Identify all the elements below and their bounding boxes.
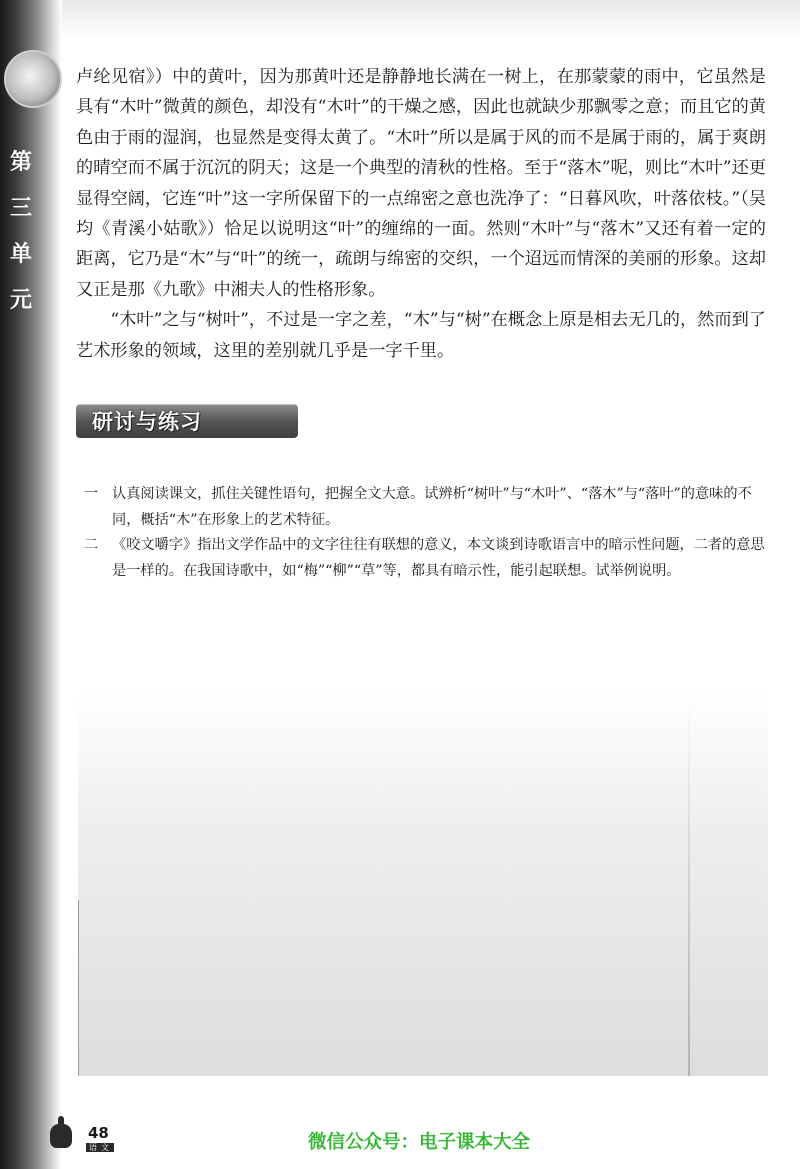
scan-edge-line (78, 900, 79, 1076)
exercise-number: 二 (84, 537, 99, 554)
exercise-text: 《咬文嚼字》指出文学作品中的文字往往有联想的意义，本文谈到诗歌语言中的暗示性问题，二者的意思是一样的。在我国诗歌中，如“梅”“柳”“草”等，都具有暗示性，能引起联想。试举例说明。 (112, 537, 765, 579)
scan-edge-line (688, 700, 690, 1076)
exercise-number: 一 (84, 486, 99, 502)
exercise-item (76, 533, 776, 584)
unit-char: 元 (9, 288, 32, 313)
ornament-icon (4, 50, 62, 108)
unit-label (4, 140, 38, 324)
body-paragraph: “木叶”之与“树叶”，不过是一字之差，“木”与“树”在概念上原是相去无几的，然而到了艺术形象的领域，这里的差别就几乎是一字千里。 (76, 310, 766, 361)
exercise-text: 认真阅读课文，抓住关键性语句，把握全文大意。试辨析“树叶”与“木叶”、“落木”与“落叶”的意味的不同，概括“木”在形象上的艺术特征。 (112, 486, 752, 528)
watermark-text: 微信公众号：电子课本大全 (308, 1132, 531, 1153)
page-number: 48 (88, 1124, 109, 1142)
body-paragraph: 卢纶见宿》）中的黄叶，因为那黄叶还是静静地长满在一树上，在那蒙蒙的雨中，它虽然是具有“木叶”微黄的颜色，却没有“木叶”的干燥之感，因此也就缺少那飘零之意；而且它的黄色由于雨的湿润，也显然是变得太黄了。“木叶”所以是属于风的而不是属于雨的，属于爽朗的晴空而不属于沉沉的阴天；这是一个典型的清秋的性格。至于“落木”呢，则比“木叶”还更显得空阔，它连“叶”这一字所保留下的一点绵密之意也洗净了：“日暮风吹，叶落依枝。”（吴均《青溪小姑歌》）恰足以说明这“叶”的缠绵的一面。然则“木叶”与“落木”又还有着一定的距离，它乃是“木”与“叶”的统一，疏朗与绵密的交织，一个迢远而情深的美丽的形象。这却又正是那《九歌》中湘夫人的性格形象。 (76, 67, 766, 300)
body-text (76, 62, 766, 366)
section-title: 研讨与练习 (92, 410, 202, 434)
exercise-list (76, 482, 776, 584)
unit-char: 三 (9, 196, 32, 221)
section-banner (76, 404, 298, 438)
page-top-shading (0, 0, 800, 40)
exercise-item (76, 482, 776, 533)
scan-shading (78, 690, 768, 1076)
book-icon (50, 1124, 72, 1148)
subject-label: 语文 (89, 1143, 113, 1152)
unit-char: 单 (9, 242, 32, 267)
unit-char: 第 (9, 150, 32, 175)
